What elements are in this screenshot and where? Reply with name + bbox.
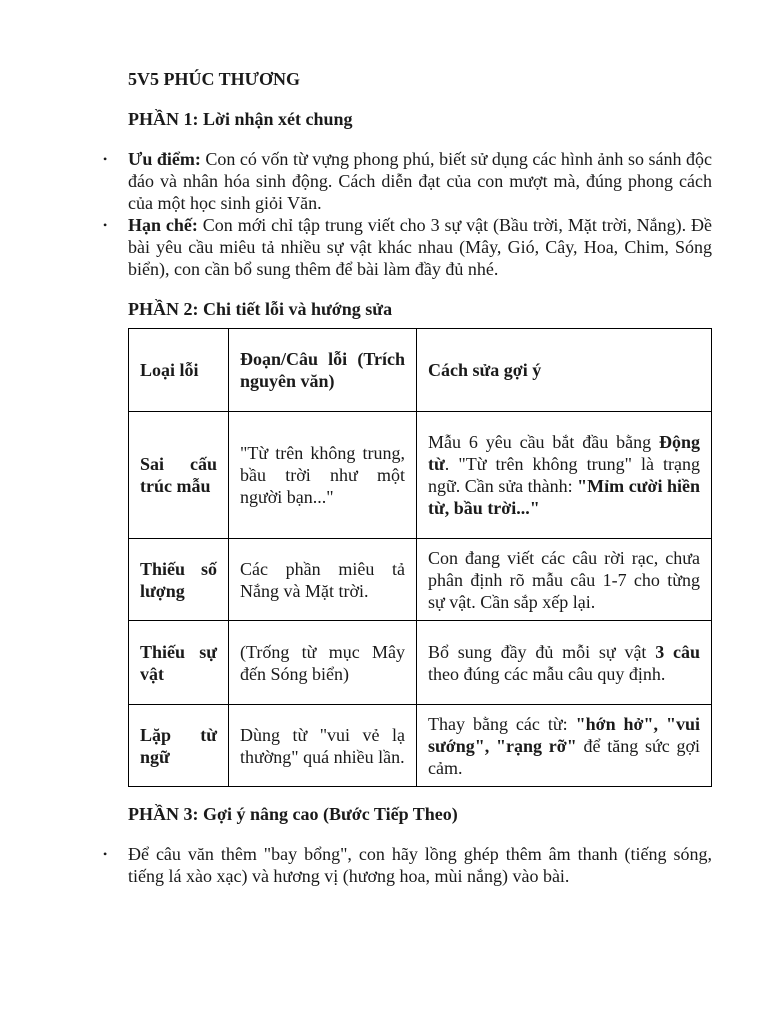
list-item-strengths <box>103 148 712 214</box>
table-cell-type: Thiếu sự vật <box>129 621 229 705</box>
table-cell-quote: (Trống từ mục Mây đến Sóng biển) <box>229 621 417 705</box>
table-cell-fix: Thay bằng các từ: "hớn hở", "vui sướng", "rạng rỡ" để tăng sức gợi cảm. <box>417 705 712 787</box>
section3-heading: PHẦN 3: Gợi ý nâng cao (Bước Tiếp Theo) <box>128 804 458 824</box>
error-table <box>128 328 712 787</box>
table-row <box>129 705 712 787</box>
item-label: Ưu điểm: <box>128 149 201 169</box>
table-cell-quote: Các phần miêu tả Nắng và Mặt trời. <box>229 539 417 621</box>
item-label: Hạn chế: <box>128 215 198 235</box>
table-row <box>129 412 712 539</box>
bullet-icon: • <box>103 152 108 166</box>
section3-list <box>103 843 712 887</box>
section1-list <box>103 148 713 280</box>
document-title: 5V5 PHÚC THƯƠNG <box>128 69 301 89</box>
table-header: Đoạn/Câu lỗi (Trích nguyên văn) <box>229 329 417 412</box>
section1-heading: PHẦN 1: Lời nhận xét chung <box>128 109 353 129</box>
table-cell-type: Sai cấu trúc mẫu <box>129 412 229 539</box>
table-cell-quote: Dùng từ "vui vẻ lạ thường" quá nhiều lần. <box>229 705 417 787</box>
bullet-icon: • <box>103 218 108 232</box>
table-cell-fix: Con đang viết các câu rời rạc, chưa phân định rõ mẫu câu 1-7 cho từng sự vật. Cần sắp xếp lại. <box>417 539 712 621</box>
bullet-icon: • <box>103 847 108 861</box>
table-header: Cách sửa gợi ý <box>417 329 712 412</box>
section2-heading: PHẦN 2: Chi tiết lỗi và hướng sửa <box>128 299 393 319</box>
table-row <box>129 621 712 705</box>
table-header-row <box>129 329 712 412</box>
table-cell-type: Thiếu số lượng <box>129 539 229 621</box>
table-cell-fix: Mẫu 6 yêu cầu bắt đầu bằng Động từ. "Từ trên không trung" là trạng ngữ. Cần sửa thành: "Mỉm cười hiền từ, bầu trời..." <box>417 412 712 539</box>
item-text: Con mới chỉ tập trung viết cho 3 sự vật (Bầu trời, Mặt trời, Nắng). Đề bài yêu cầu miêu tả nhiều sự vật khác nhau (Mây, Gió, Cây, Hoa, Chim, Sóng biển), con cần bổ sung thêm để bài làm đầy đủ nhé. <box>128 215 713 279</box>
document-content <box>103 68 713 887</box>
list-item-limitations <box>103 214 713 280</box>
item-text: Con có vốn từ vựng phong phú, biết sử dụng các hình ảnh so sánh độc đáo và nhân hóa sinh động. Cách diễn đạt của con mượt mà, đúng phong cách của một học sinh giỏi Văn. <box>128 149 712 213</box>
list-item-suggestion <box>103 843 712 887</box>
table-cell-quote: "Từ trên không trung, bầu trời như một người bạn..." <box>229 412 417 539</box>
table-header: Loại lỗi <box>129 329 229 412</box>
table-row <box>129 539 712 621</box>
item-text: Để câu văn thêm "bay bổng", con hãy lồng ghép thêm âm thanh (tiếng sóng, tiếng lá xào xạc) và hương vị (hương hoa, mùi nắng) vào bài. <box>128 844 712 886</box>
table-cell-type: Lặp từ ngữ <box>129 705 229 787</box>
table-cell-fix: Bổ sung đầy đủ mỗi sự vật 3 câu theo đúng các mẫu câu quy định. <box>417 621 712 705</box>
